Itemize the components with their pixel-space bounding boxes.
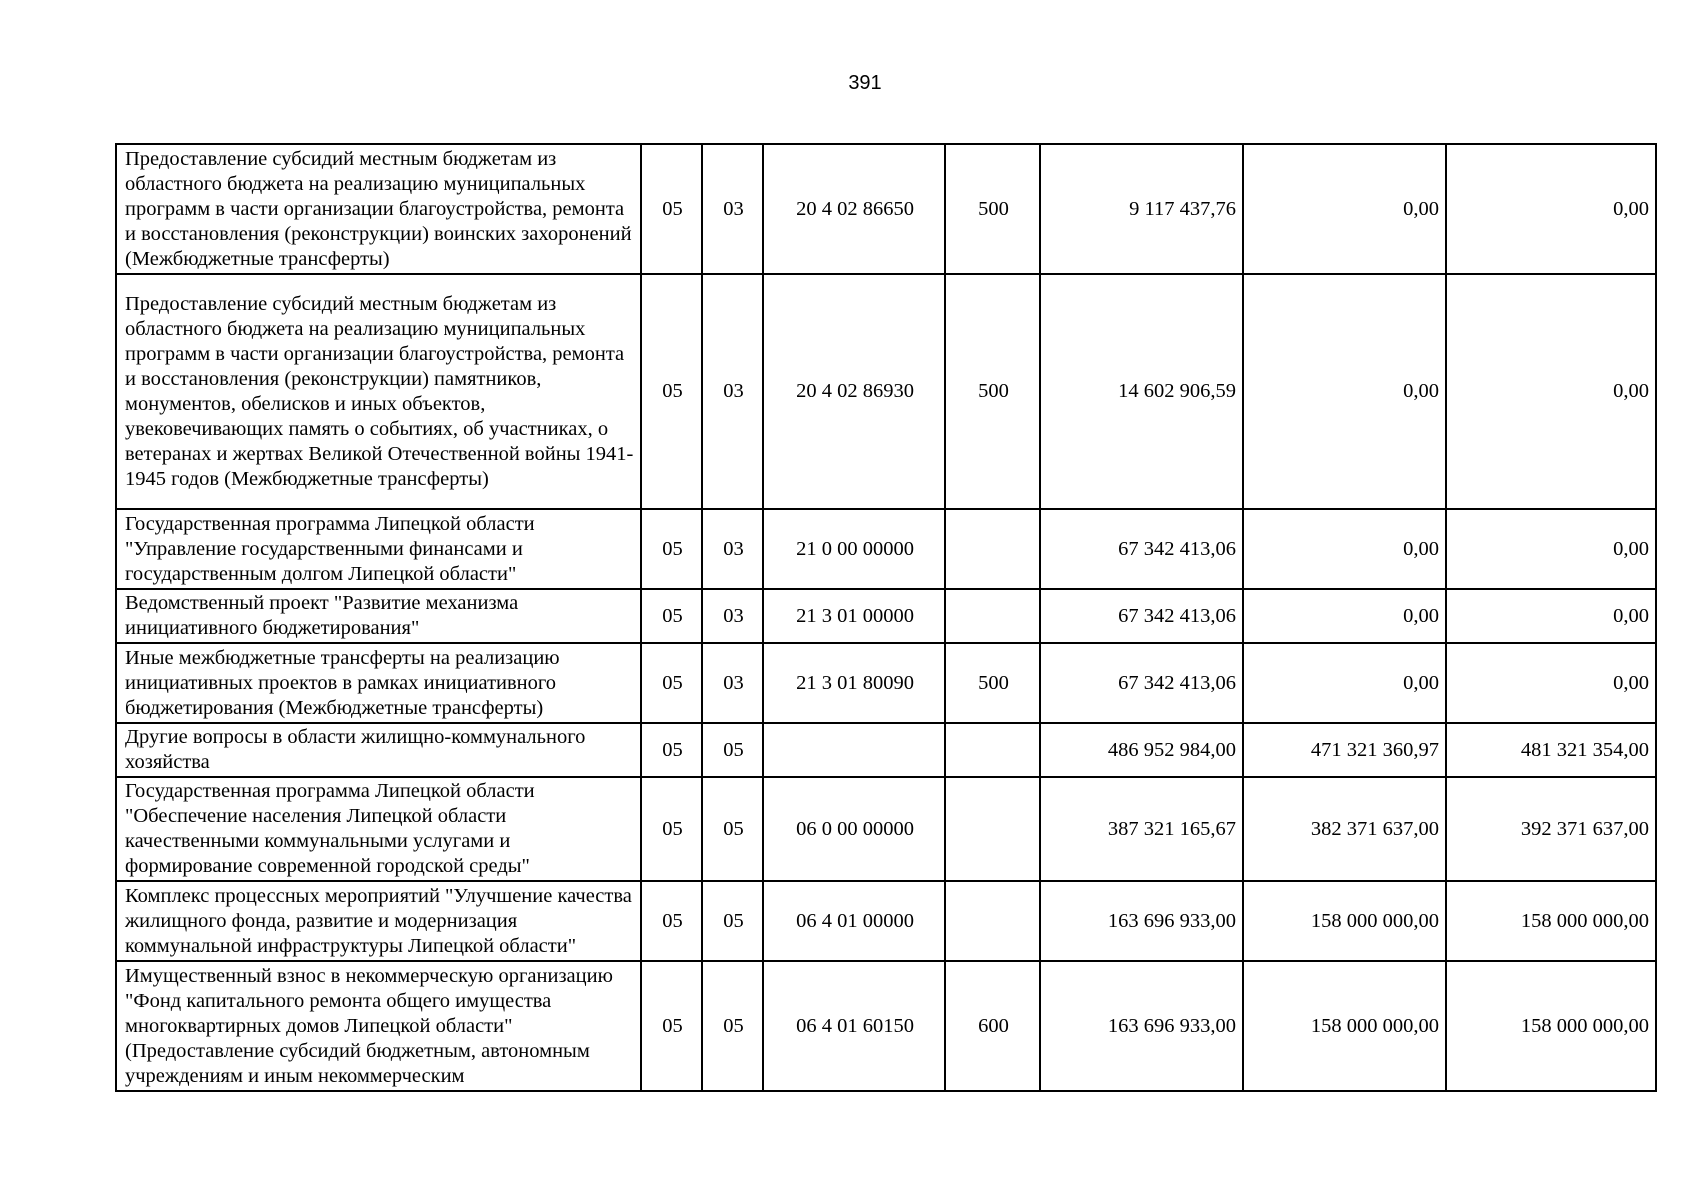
amount-year-1: 163 696 933,00: [1040, 961, 1243, 1091]
table-row: [116, 723, 1656, 777]
expense-type-code: [945, 589, 1040, 643]
amount-year-3: 158 000 000,00: [1446, 881, 1656, 961]
subsection-code: 05: [702, 723, 763, 777]
target-article-code: 06 4 01 00000: [763, 881, 945, 961]
subsection-code: 05: [702, 961, 763, 1091]
amount-year-3: 0,00: [1446, 643, 1656, 723]
target-article-code: 21 0 00 00000: [763, 509, 945, 589]
subsection-code: 03: [702, 274, 763, 509]
amount-year-1: 67 342 413,06: [1040, 509, 1243, 589]
section-code: 05: [641, 643, 702, 723]
section-code: 05: [641, 777, 702, 881]
section-code: 05: [641, 961, 702, 1091]
table-row: [116, 961, 1656, 1091]
section-code: 05: [641, 509, 702, 589]
amount-year-2: 0,00: [1243, 274, 1446, 509]
amount-year-3: 158 000 000,00: [1446, 961, 1656, 1091]
budget-table: [115, 143, 1657, 1092]
subsection-code: 03: [702, 144, 763, 274]
amount-year-3: 0,00: [1446, 144, 1656, 274]
target-article-code: 21 3 01 00000: [763, 589, 945, 643]
table-row: [116, 509, 1656, 589]
amount-year-1: 67 342 413,06: [1040, 589, 1243, 643]
amount-year-1: 163 696 933,00: [1040, 881, 1243, 961]
amount-year-2: 158 000 000,00: [1243, 961, 1446, 1091]
table-row: [116, 589, 1656, 643]
subsection-code: 05: [702, 777, 763, 881]
row-description: Иные межбюджетные трансферты на реализацию инициативных проектов в рамках инициативного бюджетирования (Межбюджетные трансферты): [116, 643, 641, 723]
subsection-code: 03: [702, 509, 763, 589]
amount-year-2: 0,00: [1243, 144, 1446, 274]
amount-year-2: 382 371 637,00: [1243, 777, 1446, 881]
expense-type-code: [945, 723, 1040, 777]
amount-year-2: 158 000 000,00: [1243, 881, 1446, 961]
table-row: [116, 144, 1656, 274]
table-row: [116, 274, 1656, 509]
table-row: [116, 643, 1656, 723]
expense-type-code: [945, 509, 1040, 589]
section-code: 05: [641, 723, 702, 777]
row-description: Государственная программа Липецкой области "Обеспечение населения Липецкой области качественными коммунальными услугами и формирование современной городской среды": [116, 777, 641, 881]
target-article-code: 06 0 00 00000: [763, 777, 945, 881]
amount-year-3: 0,00: [1446, 274, 1656, 509]
amount-year-2: 0,00: [1243, 509, 1446, 589]
subsection-code: 03: [702, 643, 763, 723]
row-description: Другие вопросы в области жилищно-коммунального хозяйства: [116, 723, 641, 777]
amount-year-1: 387 321 165,67: [1040, 777, 1243, 881]
table-row: [116, 881, 1656, 961]
subsection-code: 03: [702, 589, 763, 643]
row-description: Предоставление субсидий местным бюджетам из областного бюджета на реализацию муниципальных программ в части организации благоустройства, ремонта и восстановления (реконструкции) воинских захоронений (Межбюджетные трансферты): [116, 144, 641, 274]
subsection-code: 05: [702, 881, 763, 961]
row-description: Ведомственный проект "Развитие механизма инициативного бюджетирования": [116, 589, 641, 643]
row-description: Предоставление субсидий местным бюджетам из областного бюджета на реализацию муниципальных программ в части организации благоустройства, ремонта и восстановления (реконструкции) памятников, монументов, обелисков и иных объектов, увековечивающих память о событиях, об участниках, о ветеранах и жертвах Великой Отечественной войны 1941-1945 годов (Межбюджетные трансферты): [116, 274, 641, 509]
amount-year-2: 0,00: [1243, 643, 1446, 723]
amount-year-1: 9 117 437,76: [1040, 144, 1243, 274]
expense-type-code: 500: [945, 643, 1040, 723]
section-code: 05: [641, 881, 702, 961]
target-article-code: 06 4 01 60150: [763, 961, 945, 1091]
expense-type-code: [945, 777, 1040, 881]
amount-year-1: 14 602 906,59: [1040, 274, 1243, 509]
table-row: [116, 777, 1656, 881]
section-code: 05: [641, 144, 702, 274]
target-article-code: 21 3 01 80090: [763, 643, 945, 723]
target-article-code: 20 4 02 86650: [763, 144, 945, 274]
section-code: 05: [641, 274, 702, 509]
page-number: 391: [848, 72, 882, 94]
amount-year-2: 471 321 360,97: [1243, 723, 1446, 777]
amount-year-1: 67 342 413,06: [1040, 643, 1243, 723]
section-code: 05: [641, 589, 702, 643]
row-description: Комплекс процессных мероприятий "Улучшение качества жилищного фонда, развитие и модернизация коммунальной инфраструктуры Липецкой области": [116, 881, 641, 961]
expense-type-code: 600: [945, 961, 1040, 1091]
target-article-code: 20 4 02 86930: [763, 274, 945, 509]
amount-year-3: 392 371 637,00: [1446, 777, 1656, 881]
amount-year-2: 0,00: [1243, 589, 1446, 643]
target-article-code: [763, 723, 945, 777]
row-description: Государственная программа Липецкой области "Управление государственными финансами и государственным долгом Липецкой области": [116, 509, 641, 589]
row-description: Имущественный взнос в некоммерческую организацию "Фонд капитального ремонта общего имущества многоквартирных домов Липецкой области" (Предоставление субсидий бюджетным, автономным учреждениям и иным некоммерческим: [116, 961, 641, 1091]
amount-year-3: 0,00: [1446, 509, 1656, 589]
amount-year-1: 486 952 984,00: [1040, 723, 1243, 777]
amount-year-3: 481 321 354,00: [1446, 723, 1656, 777]
expense-type-code: 500: [945, 144, 1040, 274]
amount-year-3: 0,00: [1446, 589, 1656, 643]
expense-type-code: 500: [945, 274, 1040, 509]
expense-type-code: [945, 881, 1040, 961]
